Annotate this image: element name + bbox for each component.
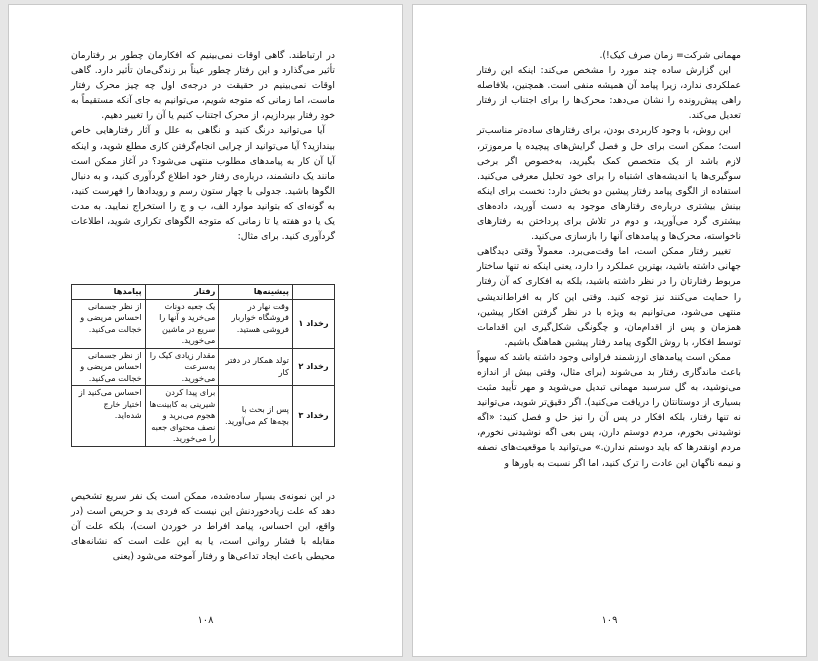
left-page bbox=[8, 4, 403, 657]
paragraph: مهمانی شرکت= زمان صرف کیک!). bbox=[599, 50, 741, 61]
table-header-event bbox=[292, 285, 334, 300]
paragraph: این گزارش ساده چند مورد را مشخص می‌کند: اینکه این رفتار عملکردی ندارد، زیرا پیامد آن همیشه منفی است. همچنین، بلافاصله راهی پیش‌رونده را نشان می‌دهد: محرک‌ها را برای اجتناب از رفتار تعدیل می‌کند. bbox=[477, 65, 741, 122]
paragraph: در این نمونه‌ی بسیار ساده‌شده، ممکن است یک نفر سریع تشخیص دهد که علت زیادخوردنش این نیست که فردی بد و حریص است (در واقع، این احساس، پیامد افراط در خوردن است)، بلکه علت آن مقابله با فشار روانی است، یا به این علت است که نشانه‌های محیطی باعث ایجاد تداعی‌ها و رفتار آموخته می‌شود (یعنی bbox=[71, 491, 335, 563]
event-label: رخداد ۳ bbox=[292, 386, 334, 447]
consequence-cell: از نظر جسمانی احساس مریضی و خجالت می‌کنید. bbox=[72, 299, 146, 348]
table-header-consequences: پیامدها bbox=[72, 285, 146, 300]
page-number: ۱۰۸ bbox=[197, 615, 214, 626]
paragraph: تغییر رفتار ممکن است، اما وقت‌می‌برد. معمولاً وقتی دیدگاهی جهانی داشته باشید، بهترین عملکرد را دارد، یعنی اینکه نه تنها ساختار مربوط رفتارتان را در نظر داشته باشید، بلکه به افکاری که آن رفتار را حمایت می‌کنند نیز توجه کنید. وقتی این کار به افراط‌اندیشی منتهی می‌شود، می‌توانیم به ویژه با در نظر گرفتن افکار پیشین، همزمان و پس از اقدام‌مان، و چگونگی شکل‌گیری این اقدامات توسط افکار، با روش الگوی پیامد رفتار پیشین هماهنگ باشیم. bbox=[477, 246, 741, 348]
table-header-row bbox=[72, 285, 335, 300]
behavior-table bbox=[71, 284, 335, 447]
right-page bbox=[412, 4, 807, 657]
behavior-cell: یک جعبه دونات می‌خرید و آنها را سریع در ماشین می‌خورید. bbox=[145, 299, 219, 348]
consequence-cell: احساس می‌کنید از اختیار خارج شده‌اید. bbox=[72, 386, 146, 447]
table-row bbox=[72, 386, 335, 447]
antecedent-cell: تولد همکار در دفتر کار bbox=[219, 348, 293, 386]
table-header-antecedents: پیشینه‌ها bbox=[219, 285, 293, 300]
paragraph: در ارتباطند. گاهی اوقات نمی‌بینیم که افکارمان چطور بر رفتارمان تأثیر می‌گذارد و این رفتار چطور عیناً بر زندگی‌مان تأثیر دارد. گاهی اوقات نمی‌بینیم در حقیقت در درجه‌ی اول چه چیز محرک رفتار ماست، اما زمانی که متوجه شویم، می‌توانیم به جای آنکه مستقیماً به خودِ رفتار بپردازیم، از محرک اجتناب کنیم یا آن را تغییر دهیم. bbox=[71, 50, 335, 122]
behavior-cell: مقدار زیادی کیک را به‌سرعت می‌خورید. bbox=[145, 348, 219, 386]
table-header-behavior: رفتار bbox=[145, 285, 219, 300]
paragraph: ممکن است پیامدهای ارزشمند فراوانی وجود داشته باشد که سهواً باعث ماندگاری رفتار بد می‌شوند (برای مثال، وقتی بیش از اندازه می‌نوشید، به گل سرسبد مهمانی تبدیل می‌شوید و مهر تأیید مثبت بسیاری از دوستانتان را دریافت می‌کنید). اگر دقیق‌تر شوید، می‌توانید نه تنها رفتار، بلکه افکار در پس آن را نیز حل و فصل کنید: «اگه نوشیدنی بخورم، مردم دوستم دارن، پس بعی اگه نوشیدنی نخورم، مردم اونقدرها که باید دوستم ندارن.» می‌توانید با موقعیت‌های نصفه و نیمه ناگهان این عادت را ترک کنید، اما اگر نسبت به باورها و bbox=[477, 351, 741, 469]
table-row bbox=[72, 299, 335, 348]
consequence-cell: از نظر جسمانی احساس مریضی و خجالت می‌کنید. bbox=[72, 348, 146, 386]
table-row bbox=[72, 348, 335, 386]
behavior-cell: برای پیدا کردن شیرینی به کابینت‌ها هجوم می‌برید و نصف محتوای جعبه را می‌خورید. bbox=[145, 386, 219, 447]
event-label: رخداد ۱ bbox=[292, 299, 334, 348]
paragraph: آیا می‌توانید درنگ کنید و نگاهی به علل و آثار رفتارهایی خاص بیندازید؟ آیا می‌توانید از چرایی انجام‌گرفتن کاری مطلع شوید، و اینکه آیا آن کار به پیامدهای مطلوب منتهی می‌شود؟ در آغاز ممکن است مانند یک دانشمند، درباره‌ی رفتار خود اطلاع گردآوری کنید، و به دنبال الگوها باشید. جدولی با چهار ستون رسم و رویدادها را فهرست کنید، به گونه‌ای که بتوانید موارد الف، ب و ج را استخراج نمایید. به مدت یک یا دو هفته یا تا زمانی که متوجه الگوهای تکراری شوید، اطلاعات گردآوری کنید. برای مثال: bbox=[71, 125, 335, 243]
right-body-text bbox=[477, 48, 741, 471]
paragraph: این روش، با وجود کاربردی بودن، برای رفتارهای ساده‌تر مناسب‌تر است؛ ممکن است برای حل و فصل گرایش‌های پیچیده یا مرموزتر، لازم باشد از یک متخصص کمک بگیرید، به‌خصوص اگر برخی سوگیری‌ها یا اندیشه‌های اشتباه را برای خود تحلیل معرفی می‌کنید. استفاده از الگوی پیامد رفتار پیشین دو بخش دارد: نخست برای اینکه بینش بیشتری درباره‌ی رفتارهای موجود به دست آورید، داده‌های بیشتری گرد می‌آورید، و دوم در تلاش برای پرداختن به رفتارهای ناخواسته، محرک‌ها و پیامدهای آنها را بازسازی می‌کنید. bbox=[477, 125, 741, 243]
event-label: رخداد ۲ bbox=[292, 348, 334, 386]
page-number: ۱۰۹ bbox=[601, 615, 618, 626]
antecedent-cell: پس از بحث با بچه‌ها کم می‌آورید. bbox=[219, 386, 293, 447]
left-top-text bbox=[71, 48, 335, 244]
left-bottom-text bbox=[71, 489, 335, 564]
antecedent-cell: وقت نهار در فروشگاه خواربار فروشی هستید. bbox=[219, 299, 293, 348]
